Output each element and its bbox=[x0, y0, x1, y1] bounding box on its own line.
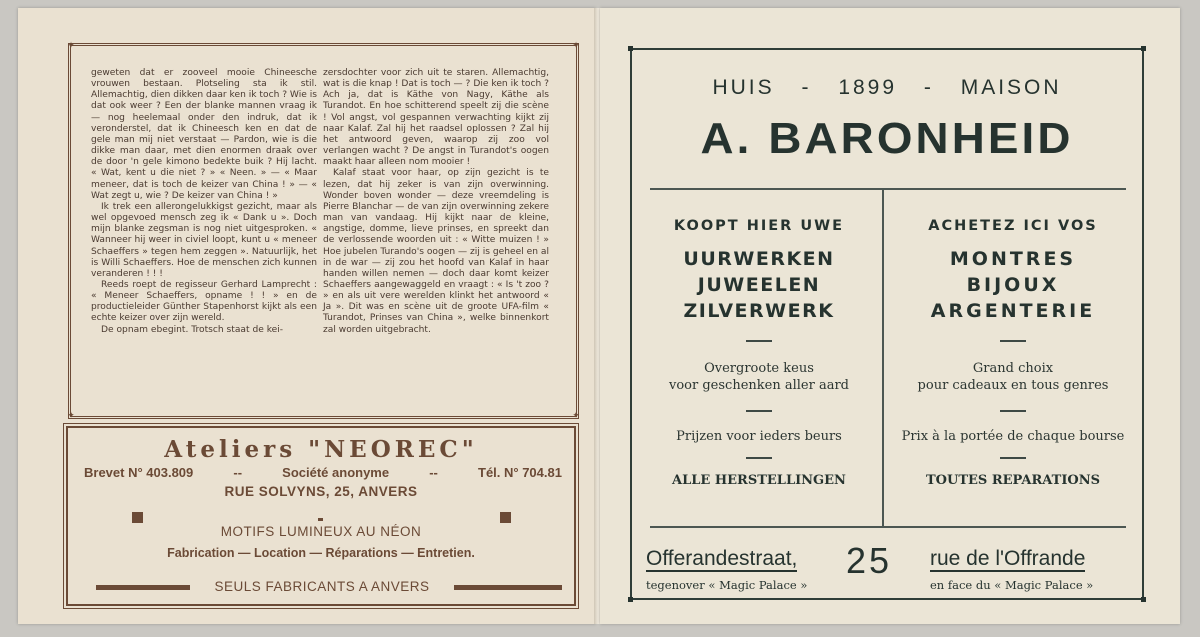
corner-square-icon bbox=[1141, 597, 1146, 602]
product-item: ZILVERWERK bbox=[683, 300, 835, 322]
article-paragraph: Ik trek een allerongelukkigst gezicht, maar als wel opgevoed mensch zeg ik « Dank u ». Doch mijn blanke zegsman is nog niet uitgesproken. « Wanneer hij weer in civiel loopt, kunt u « meneer Schaeffers » tegen hem zeggen ». Natuurlijk, het is Willi Schaeffers. Hoe de menschen zich kunnen veranderen ! ! ! bbox=[91, 201, 317, 279]
french-prices: Prix à la portée de chaque bourse bbox=[901, 429, 1125, 444]
right-page bbox=[600, 8, 1180, 624]
corner-ornament-icon: ✦ bbox=[572, 41, 580, 51]
corner-ornament-icon: ✦ bbox=[67, 411, 75, 421]
french-repairs: TOUTES REPARATIONS bbox=[926, 473, 1100, 488]
baronheid-header bbox=[632, 76, 1142, 100]
short-divider bbox=[746, 457, 772, 459]
neorec-title: Ateliers "NEOREC" bbox=[164, 436, 478, 463]
product-item: JUWEELEN bbox=[697, 274, 821, 296]
short-divider bbox=[746, 340, 772, 342]
corner-square-icon bbox=[628, 597, 633, 602]
neorec-info-row bbox=[84, 465, 562, 480]
huis-label: HUIS bbox=[712, 76, 775, 99]
article-frame bbox=[68, 43, 579, 419]
baronheid-name: A. BARONHEID bbox=[700, 114, 1074, 163]
column-divider bbox=[882, 190, 884, 526]
product-item: MONTRES bbox=[949, 248, 1077, 270]
dash-separator: - bbox=[801, 76, 812, 99]
article-paragraph: zersdochter voor zich uit te staren. Allemachtig, wat is die knap ! Dat is toch — ? Die ken ik toch ? Ach ja, dat is Käthe von Nagy, Käthe als Turandot. En hoe schitterend speelt zij die scène ! Vol angst, vol gespannen verwachting kijkt zij naar Kalaf. Zal hij het raadsel oplossen ? Zal hij het antwoord geven, waarop zij zoo vol verlangen wacht ? De angst in Turandot's oogen maakt haar alleen nom mooier ! bbox=[323, 68, 549, 168]
square-bullet-icon bbox=[500, 512, 511, 523]
corner-ornament-icon: ✦ bbox=[67, 41, 75, 51]
dutch-choice-line: Overgroote keus bbox=[704, 361, 814, 376]
neorec-neon-motifs: MOTIFS LUMINEUX AU NÉON bbox=[220, 524, 422, 539]
decorative-bar bbox=[452, 585, 562, 590]
street-name-dutch: Offerandestraat, bbox=[646, 547, 798, 570]
street-number: 25 bbox=[846, 540, 893, 581]
product-item: BIJOUX bbox=[966, 274, 1060, 296]
french-panel bbox=[898, 200, 1128, 488]
square-bullet-icon bbox=[132, 512, 143, 523]
product-item: ARGENTERIE bbox=[930, 300, 1096, 322]
french-heading: ACHETEZ ICI VOS bbox=[928, 218, 1098, 234]
neorec-footer: SEULS FABRICANTS A ANVERS bbox=[190, 579, 454, 594]
dutch-heading: KOOPT HIER UWE bbox=[673, 218, 845, 234]
corner-square-icon bbox=[1141, 46, 1146, 51]
decorative-bar bbox=[96, 585, 192, 590]
founding-year: 1899 bbox=[838, 76, 898, 99]
street-name-french: rue de l'Offrande bbox=[930, 547, 1086, 570]
dutch-prices: Prijzen voor ieders beurs bbox=[676, 429, 842, 444]
article-paragraph: De opnam ebegint. Trotsch staat de kei- bbox=[101, 324, 284, 335]
short-divider bbox=[1000, 457, 1026, 459]
neorec-separator: -- bbox=[233, 465, 243, 480]
dutch-products bbox=[644, 246, 874, 324]
article-paragraph: Kalaf staat voor haar, op zijn gezicht is te lezen, dat hij zeker is van zijn overwinning. Wonder boven wonder — deze vreemdeling is Pierre Blanchar — de van zijn overwinning zekere man van vandaag. Hij kijkt naar de kleine, angstige, domme, lieve prinses, en spreekt dan de verlossende woorden uit : « Witte muizen ! » Hoe jubelen Turando's oogen — zij is geheel en al in de war — zij zou het hoofd van Kalaf in haar handen willen nemen — doch daar komt keizer Schaeffers aangewaggeld en vraagt : « Is 't zoo ? » en als uit vere werelden klinkt het antwoord « Ja ». Dit was en scène uit de groote UFA-film « Turandot, Prinses van China », welke binnenkort zal worden uitgebracht. bbox=[323, 168, 549, 335]
dash-separator: - bbox=[923, 76, 934, 99]
neorec-footer-band bbox=[78, 579, 566, 595]
divider bbox=[650, 188, 1126, 190]
short-divider bbox=[1000, 340, 1026, 342]
neorec-separator: -- bbox=[429, 465, 438, 480]
landmark-french: en face du « Magic Palace » bbox=[930, 578, 1094, 592]
maison-label: MAISON bbox=[960, 76, 1062, 99]
french-choice-line: Grand choix bbox=[972, 361, 1054, 376]
article-paragraph: geweten dat er zooveel mooie Chineesche vrouwen bestaan. Plotseling sta ik stil. Allemachtig, dien dikken daar ken ik toch ? Wie is dat ook weer ? Een der blanke mannen vraag ik — nog heelemaal onder den indruk, dat ik veronderstel, dat ik Chineesch ken en dat de gele man mij niet verstaat — Pardon, wie is die dikke man daar, met dien enormen draak over de door 'n gele kimono bedekte buik ? Hij lacht. « Wat, kent u die niet ? » « Neen. » — « Maar meneer, dat is toch de keizer van China ! » — « Wat zegt u, wie ? De keizer van China ! » bbox=[91, 68, 318, 201]
dot-ornament-icon bbox=[318, 518, 323, 521]
landmark-dutch: tegenover « Magic Palace » bbox=[646, 578, 808, 592]
neorec-services: Fabrication — Location — Réparations — Entretien. bbox=[167, 546, 475, 560]
dutch-repairs: ALLE HERSTELLINGEN bbox=[672, 473, 846, 488]
baronheid-advertisement bbox=[630, 48, 1144, 600]
french-products bbox=[898, 246, 1128, 324]
corner-square-icon bbox=[628, 46, 633, 51]
article-column-left bbox=[91, 68, 317, 336]
neorec-telephone: Tél. N° 704.81 bbox=[478, 465, 562, 480]
divider bbox=[650, 526, 1126, 528]
left-page bbox=[18, 8, 596, 624]
article-paragraph: Reeds roept de regisseur Gerhard Lamprecht : « Meneer Schaeffers, opname ! ! » en de productieleider Günther Stapenhorst kijkt als een echte keizer over zijn wereld. bbox=[91, 279, 317, 324]
corner-ornament-icon: ✦ bbox=[572, 411, 580, 421]
french-choice-line: pour cadeaux en tous genres bbox=[917, 378, 1109, 393]
neorec-address: RUE SOLVYNS, 25, ANVERS bbox=[224, 484, 418, 499]
neorec-brevet: Brevet N° 403.809 bbox=[84, 465, 194, 480]
dutch-panel bbox=[644, 200, 874, 488]
short-divider bbox=[746, 410, 772, 412]
neorec-company-type: Société anonyme bbox=[282, 465, 390, 480]
dutch-choice-line: voor geschenken aller aard bbox=[669, 378, 849, 393]
product-item: UURWERKEN bbox=[683, 248, 835, 270]
short-divider bbox=[1000, 410, 1026, 412]
neorec-advertisement bbox=[66, 426, 576, 606]
article-column-right bbox=[323, 68, 549, 336]
